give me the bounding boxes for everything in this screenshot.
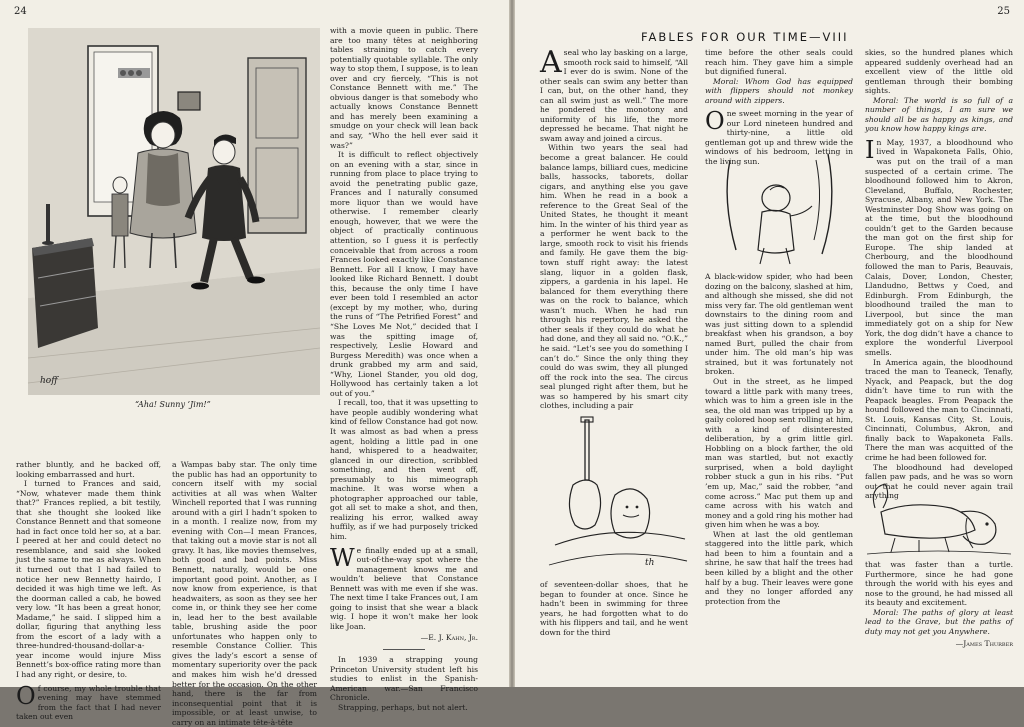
paragraph: skies, so the hundred planes which appeared suddenly overhead had an excellent view of the little old gentleman through their bombing sights.: [865, 48, 1013, 96]
paragraph: [865, 135, 1013, 358]
right-column-2: [705, 48, 853, 167]
right-column-3-continued: [865, 560, 1013, 649]
paragraph: Within two years the seal had become a great balancer. He could balance lamps, billiard cues, medicine balls, hassocks, taborets, dollar cigars, and anything else you gave him. When he read in a book a reference to the Great Seal of the United States, he thought it meant him. In the winter of his third year as a performer he went back to the large, smooth rock to visit his friends and family. He gave them the big-town stuff right away: the latest slang, liquor in a golden flask, zippers, a gardenia in his lapel. He balanced for them everything there was on the rock to balance, which wasn’t much. When he had run through his repertory, he asked the other seals if they could do what he had done, and they all said no. “O.K.,” he said. “Let’s see you do something I can’t do.” Since the only thing they could do was swim, they all plunged off the rock into the sea. The circus seal plunged right after them, but he was so hampered by his smart city clothes, including a pair: [540, 143, 688, 411]
cartoon-caption: “Aha! Sunny ’Jim!”: [135, 400, 211, 409]
seal-illustration: [545, 415, 690, 575]
paragraph: It is difficult to reflect objectively on an evening with a star, since in running from place to place trying to avoid the penetrating public gaze, Frances and I naturally consumed more liquor than we would have otherwise. I remember clearly enough, however, that we were the object of practically continuous attention, so I guess it is perfectly conceivable that from across a room Frances looked exactly like Constance Bennett. For all I know, I may have looked like Richard Bennett. I doubt this, because the only time I have ever been told I resembled an actor (except by my mother, who, during the runs of “The Petrified Forest” and “She Loves Me Not,” decided that I was the spitting image of, respectively, Leslie Howard and Burgess Meredith) was once when a drunk grabbed my arm and said, “Why, Lionel Stander, you old dog, Hollywood has certainly taken a lot out of you.”: [330, 150, 478, 398]
paragraph-text: f course, my whole trouble that evening may have stemmed from the fact that I had never taken out even: [16, 683, 161, 722]
right-column-3: [865, 48, 1013, 501]
paragraph: rather bluntly, and he backed off, looking embarrassed and hurt.: [16, 460, 161, 479]
paragraph: I recall, too, that it was upsetting to have people audibly wondering what kind of fellow Constance had got now. It was almost as bad when a press agent, holding a little pad in one hand, whispered to a headwaiter, glanced in our direction, scribbled something, and then went off, presumably to his mimeograph machine. It was worse when a photographer approached our table, got all set to make a shot, and then, realizing his error, walked away huffily, as if we had purposely tricked him.: [330, 398, 478, 541]
paragraph: A black-widow spider, who had been dozing on the balcony, slashed at him, and although she missed, she did not miss very far. The old gentleman went downstairs to the dining room and was just sitting down to a splendid breakfast when his grandson, a boy named Burt, pulled the chair from under him. The old man’s hip was strained, but it was fortunately not broken.: [705, 272, 853, 377]
moral: Moral: The paths of glory at least lead to the Grave, but the paths of duty may not get you Anywhere.: [865, 607, 1013, 636]
page-number: 25: [997, 6, 1010, 17]
cartoon-signature: hoff: [40, 376, 58, 386]
paragraph: [330, 543, 478, 632]
headline: FABLES FOR OUR TIME—VIII: [641, 30, 849, 44]
divider: [383, 649, 425, 650]
paragraph: of seventeen-dollar shoes, that he began to founder at once. Since he hadn’t been in swimming for three years, he had forgotten what to do with his flippers and tail, and he went down for the third: [540, 580, 688, 637]
drop-cap: W: [330, 543, 355, 572]
paragraph-text: n May, 1937, a bloodhound who lived in Wapakoneta Falls, Ohio, was put on the trail of a man suspected of a certain crime. The bloodhound followed him to Akron, Cleveland, Buffalo, Rochester, Syracuse, Albany, and New York. The Westminster Dog Show was going on at the time, but the bloodhound couldn’t get to the Garden because the man got on the first ship for Europe. The ship landed at Cherbourg, and the bloodhound followed the man to Paris, Beauvais, Calais, Dover, London, Chester, Llandudno, Bettws y Coed, and Edinburgh. From Edinburgh, the bloodhound trailed the man to Liverpool, but since the man immediately got on a ship for New York, the dog didn’t have a chance to explore the wonderful Liverpool smells.: [865, 137, 1013, 357]
paragraph-text: ne sweet morning in the year of our Lord nineteen hundred and thirty-nine, a little old gentleman got up and threw wide the windows of his bedroom, letting in the living sun.: [705, 109, 853, 167]
left-page: [0, 0, 509, 727]
paragraph: I turned to Frances and said, “Now, whatever made them think that?” Frances replied, a bit testily, that she thought she looked like Constance Bennett and that someone had in fact once told her so, at a bar. I peered at her and could detect no resemblance, and said she looked just the same to me as always. When it turned out that I had failed to notice her new Bennetty hairdo, I decided it was high time we left. As the doorman called a cab, he bowed very low. “It has been a great honor, Madame,” he said. I slipped him a dollar, figuring that anything less from the escort of a lady with a three-hundred-thousand-dollar-a-year income would injure Miss Bennett’s box-office rating more than I had any right, or desire, to.: [16, 479, 161, 680]
moral: Moral: Whom God has equipped with flippers should not monkey around with zippers.: [705, 76, 853, 105]
left-column-2: [172, 460, 317, 727]
paragraph: Out in the street, as he limped toward a little park with many trees, which was to him a green isle in the sea, the old man was tripped up by a gaily colored hoop sent rolling at him, with a kind of disinterested deliberation, by a grim little girl. Hobbling on a block farther, the old man was startled, but not exactly surprised, when a bold daylight robber stuck a gun in his ribs. “Put ’em up, Mac,” said the robber, “and come across.” Mac put them up and came across with his watch and money and a gold ring his mother had given him when he was a boy.: [705, 377, 853, 530]
author-signature: —James Thurber: [955, 639, 1013, 649]
paragraph: time before the other seals could reach him. They gave him a simple but dignified funeral.: [705, 48, 853, 77]
paragraph: [540, 45, 688, 143]
svg-text:th: th: [645, 558, 655, 568]
moral: Moral: The world is so full of a number of things, I am sure we should all be as happy as kings, and you know how happy kings are.: [865, 95, 1013, 134]
paragraph: that was faster than a turtle. Furthermore, since he had gone through the world with his eyes and nose to the ground, he had missed all its beauty and excitement.: [865, 560, 1013, 608]
filler-quote: In 1939 a strapping young Princeton University student left his studies to enlist in the Spanish-American war.—San Francisco Chronicle.: [330, 655, 478, 703]
drop-cap: O: [16, 681, 36, 710]
bloodhound-illustration: [865, 478, 1013, 558]
paragraph-text: seal who lay basking on a large, smooth rock said to himself, “All I ever do is swim. None of the other seals can swim any better than I can, but, on the other hand, they can all swim just as well.” The more he pondered the monotony and uniformity of his life, the more depressed he became. That night he swam away and joined a circus.: [540, 48, 688, 143]
cartoon-illustration: [28, 28, 320, 395]
right-column-2-continued: [705, 272, 853, 606]
old-man-illustration: [710, 150, 850, 270]
filler-tag: Strapping, perhaps, but not alert.: [338, 702, 468, 712]
right-column-1-continued: [540, 580, 688, 637]
paragraph: with a movie queen in public. There are too many têtes at neighboring tables straining to catch every potentially quotable syllable. The only way to stop them, I suppose, is to lean over and cry fiercely, “This is not Constance Bennett with me.” The obvious danger is that somebody who actually knows Constance Bennett and has merely been examining a smudge on your check will lean back and say, “Who the hell ever said it was?”: [330, 26, 478, 150]
author-signature: —E. J. Kahn, Jr.: [420, 633, 478, 643]
drop-cap: A: [540, 45, 562, 80]
paragraph-text: e finally ended up at a small, out-of-the-way spot where the management knows me and wouldn’t believe that Constance Bennett was with me even if she was. The next time I take Frances out, I am going to insist that she wear a black wig. I hope it won’t make her look like Joan.: [330, 545, 478, 631]
left-column-1: [16, 460, 161, 722]
right-column-1: [540, 45, 688, 411]
page-number: 24: [14, 6, 27, 17]
paragraph: The bloodhound had developed fallen paw pads, and he was so worn out that he could never again trail anything: [865, 462, 1013, 501]
paragraph: a Wampas baby star. The only time the public has had an opportunity to concern itself with my social activities at all was when Walter Winchell reported that I was running around with a girl I hadn’t spoken to in a month. I realize now, from my evening with Con—I mean Frances, that taking out a movie star is not all gravy. It has, like movies themselves, both good and bad points. Miss Bennett, naturally, would be one important good point. Another, as I now know from experience, is that headwaiters, as soon as they see her come in, or think they see her come in, lead her to the best available table, brushing aside the poor unfortunates who happen only to resemble Constance Collier. This gives the lady’s escort a sense of momentary superiority over the pack and makes him wish he’d dressed better for the occasion. On the other hand, there is the far from inconsequential point that it is impossible, or at least unwise, to carry on an intimate tête-à-tête: [172, 460, 317, 727]
paragraph: When at last the old gentleman staggered into the little park, which had been to him a fountain and a shrine, he saw that half the trees had been killed by a blight and the other half by a bug. Their leaves were gone and they no longer afforded any protection from the: [705, 529, 853, 606]
left-column-3: [330, 26, 478, 712]
paragraph: In America again, the bloodhound traced the man to Teaneck, Tenafly, Nyack, and Peapack, but the dog didn’t have time to run with the Peapack beagles. From Peapack the hound followed the man to Cincinnati, St. Louis, Kansas City, St. Louis, Cincinnati, Columbus, Akron, and finally back to Wapakoneta Falls. There the man was acquitted of the crime he had been followed for.: [865, 357, 1013, 462]
drop-cap: O: [705, 107, 725, 136]
paragraph: [16, 681, 161, 722]
drop-cap: I: [865, 135, 875, 164]
right-page: [515, 0, 1024, 687]
